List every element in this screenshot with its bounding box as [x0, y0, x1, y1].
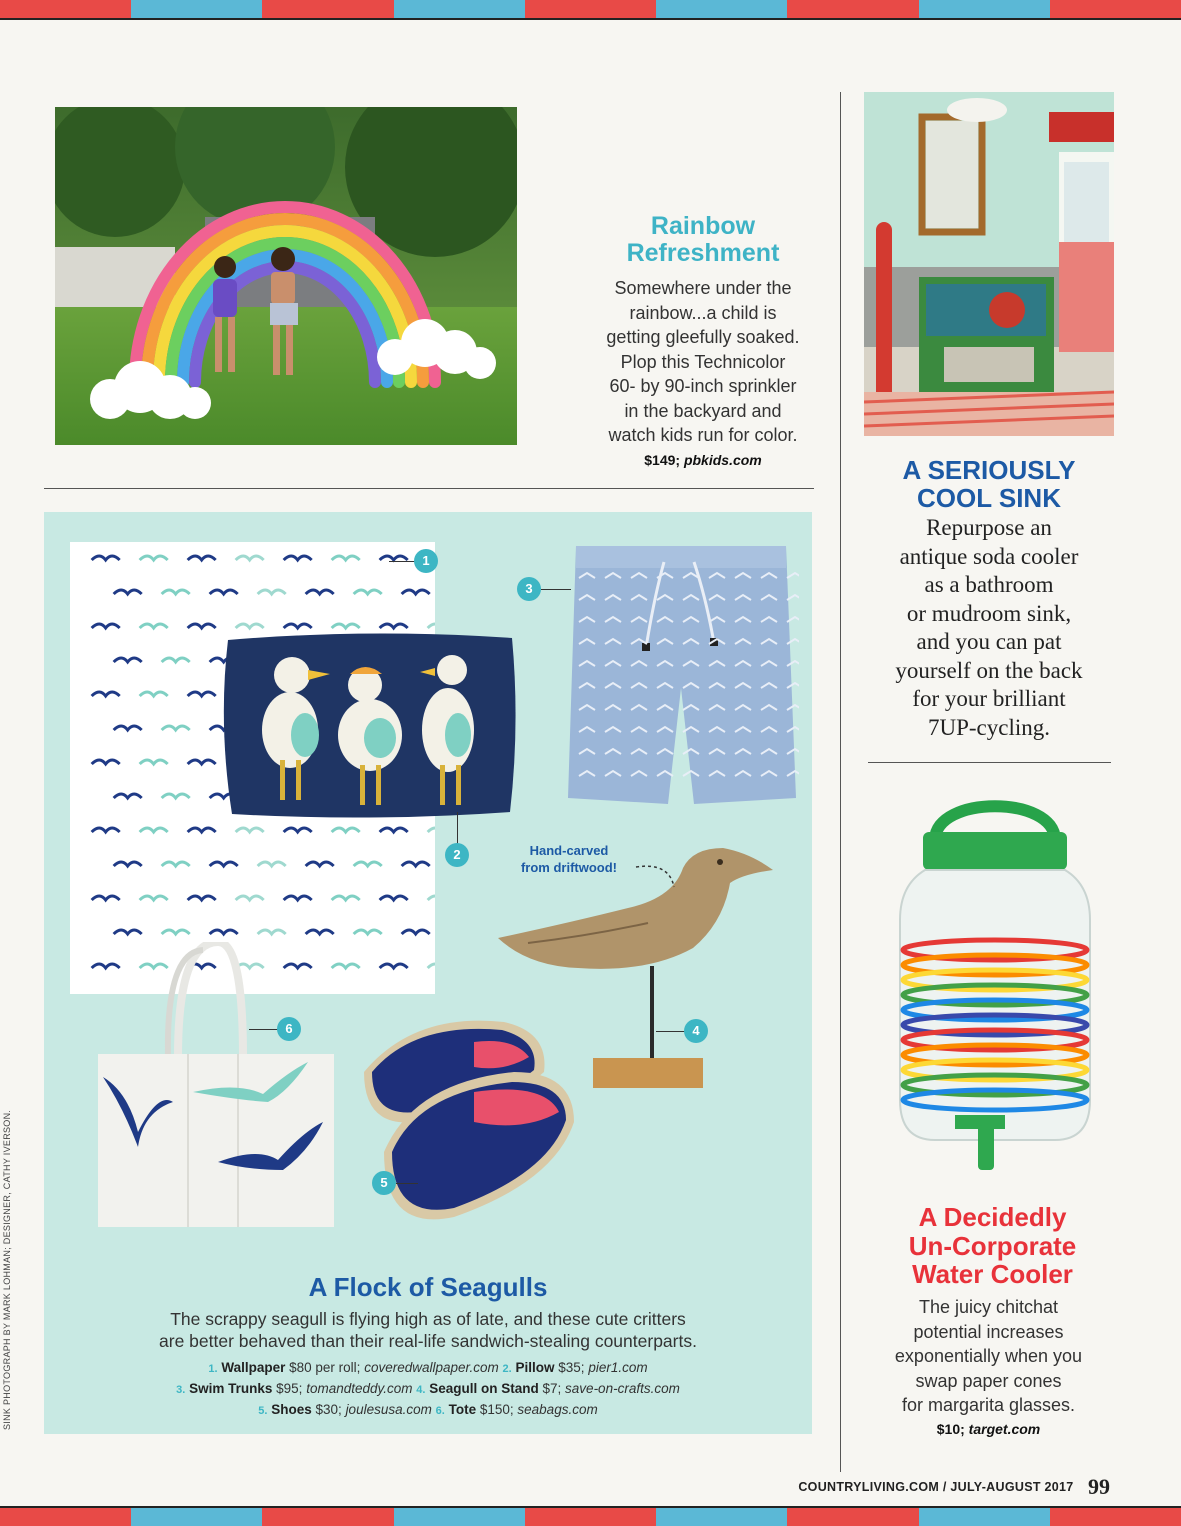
page-number: 99 — [1088, 1474, 1110, 1499]
badge-6-leader — [249, 1029, 279, 1030]
rainbow-site: pbkids.com — [683, 452, 762, 468]
sink-body-line: and you can pat — [916, 629, 1062, 654]
footer-source: COUNTRYLIVING.COM / JULY-AUGUST 2017 — [798, 1480, 1074, 1494]
item-site: save-on-crafts.com — [565, 1381, 680, 1396]
sink-body-line: Repurpose an — [926, 515, 1052, 540]
top-stripe — [0, 0, 1181, 20]
seagull-pillow-image — [220, 630, 520, 820]
badge-4: 4 — [684, 1019, 708, 1043]
item-price: $80 per roll; — [289, 1360, 361, 1375]
item-site: seabags.com — [517, 1402, 598, 1417]
cooler-title-line1: A Decidedly — [918, 1202, 1067, 1232]
item-price: $95; — [276, 1381, 303, 1396]
sink-body-line: 7UP-cycling. — [927, 714, 1050, 740]
badge-3: 3 — [517, 577, 541, 601]
right-column-divider — [868, 762, 1111, 763]
item-number: 4. — [416, 1384, 426, 1396]
item-number: 3. — [176, 1384, 186, 1396]
beverage-dispenser-photo — [895, 790, 1095, 1180]
item-site: coveredwallpaper.com — [364, 1360, 499, 1375]
badge-2: 2 — [445, 843, 469, 867]
soda-cooler-sink-photo — [864, 92, 1114, 436]
vertical-divider — [840, 92, 841, 1472]
seagull-shoes-image — [354, 1012, 584, 1227]
badge-5-leader — [396, 1183, 418, 1184]
rainbow-price: $149; — [644, 452, 681, 468]
seagulls-title: A Flock of Seagulls — [308, 1272, 548, 1302]
item-price: $30; — [315, 1402, 342, 1417]
badge-3-leader — [541, 589, 571, 590]
rainbow-title-line2: Refreshment — [626, 239, 780, 267]
sink-title-line2: COOL SINK — [917, 483, 1061, 513]
rainbow-body-line: Plop this Technicolor — [620, 351, 786, 372]
rainbow-sprinkler-photo — [55, 107, 517, 445]
item-number: 6. — [435, 1405, 445, 1417]
item-site: pier1.com — [588, 1360, 648, 1375]
credits-line-2 — [44, 1379, 812, 1400]
annotation-line: from driftwood! — [520, 860, 618, 875]
sink-body-line: or mudroom sink, — [906, 600, 1072, 626]
seagulls-body-line: are better behaved than their real-life sandwich-stealing counterparts. — [159, 1331, 697, 1351]
driftwood-annotation — [499, 842, 639, 876]
cooler-title-line3: Water Cooler — [912, 1259, 1073, 1289]
seagull-panel — [44, 512, 812, 1434]
cooler-price-line — [860, 1421, 1117, 1437]
rainbow-body-line: rainbow...a child is — [629, 302, 777, 323]
item-name: Wallpaper — [221, 1360, 286, 1375]
swim-trunks-image — [564, 538, 799, 808]
rainbow-body-line: getting gleefully soaked. — [606, 327, 800, 347]
sink-body-line: yourself on the back — [895, 657, 1083, 683]
item-site: joulesusa.com — [345, 1402, 432, 1417]
sink-body-line: antique soda cooler — [899, 543, 1079, 569]
rainbow-body-line: 60- by 90-inch sprinkler — [609, 376, 797, 396]
cooler-body-line: potential increases — [913, 1321, 1064, 1342]
photo-credit: SINK PHOTOGRAPH BY MARK LOHMAN; DESIGNER, CATHY IVERSON. — [2, 1109, 12, 1430]
item-name: Pillow — [515, 1360, 555, 1375]
annotation-line: Hand-carved — [529, 843, 609, 858]
sink-title — [864, 456, 1114, 512]
rainbow-title — [553, 213, 853, 267]
rainbow-body-line: Somewhere under the — [614, 278, 792, 298]
sink-body-line: for your brilliant — [912, 686, 1066, 711]
badge-4-leader — [656, 1031, 686, 1032]
item-number: 1. — [208, 1363, 218, 1375]
sink-title-line1: A SERIOUSLY — [902, 455, 1076, 485]
badge-1: 1 — [414, 549, 438, 573]
item-name: Seagull on Stand — [429, 1381, 539, 1396]
item-name: Tote — [448, 1402, 477, 1417]
item-number: 5. — [258, 1405, 268, 1417]
cooler-site: target.com — [968, 1421, 1041, 1437]
horizontal-divider — [44, 488, 814, 489]
seagulls-body-line: The scrappy seagull is flying high as of late, and these cute critters — [170, 1309, 686, 1329]
badge-1-leader — [389, 561, 415, 562]
item-site: tomandteddy.com — [306, 1381, 413, 1396]
cooler-body-line: The juicy chitchat — [918, 1297, 1059, 1317]
item-name: Swim Trunks — [189, 1381, 273, 1396]
cooler-title-line2: Un-Corporate — [908, 1230, 1077, 1261]
bottom-stripe — [0, 1506, 1181, 1526]
rainbow-body-line: watch kids run for color. — [608, 425, 798, 445]
seagulls-credits — [44, 1358, 812, 1421]
badge-2-leader — [457, 812, 458, 844]
seagull-tote-image — [98, 942, 338, 1227]
cooler-body-line: swap paper cones — [915, 1370, 1062, 1391]
page-footer — [700, 1474, 1110, 1500]
cooler-price: $10; — [936, 1421, 965, 1437]
seagulls-body — [44, 1308, 812, 1352]
sink-body-line: as a bathroom — [924, 572, 1054, 597]
item-number: 2. — [502, 1363, 512, 1375]
cooler-body-line: for margarita glasses. — [901, 1395, 1076, 1415]
cooler-title — [860, 1203, 1125, 1289]
item-price: $7; — [542, 1381, 562, 1396]
badge-6: 6 — [277, 1017, 301, 1041]
badge-5: 5 — [372, 1171, 396, 1195]
rainbow-price-line — [553, 452, 853, 468]
rainbow-title-line1: Rainbow — [650, 212, 756, 240]
annotation-dashed-arrow — [634, 852, 684, 892]
item-price: $150; — [479, 1402, 514, 1417]
item-price: $35; — [558, 1360, 585, 1375]
rainbow-body — [553, 276, 853, 448]
sink-body — [864, 514, 1114, 742]
cooler-body-line: exponentially when you — [894, 1346, 1083, 1366]
rainbow-body-line: in the backyard and — [624, 400, 782, 421]
credits-line-3 — [44, 1400, 812, 1421]
credits-line-1 — [44, 1358, 812, 1379]
cooler-body — [860, 1295, 1117, 1418]
item-name: Shoes — [271, 1402, 312, 1417]
